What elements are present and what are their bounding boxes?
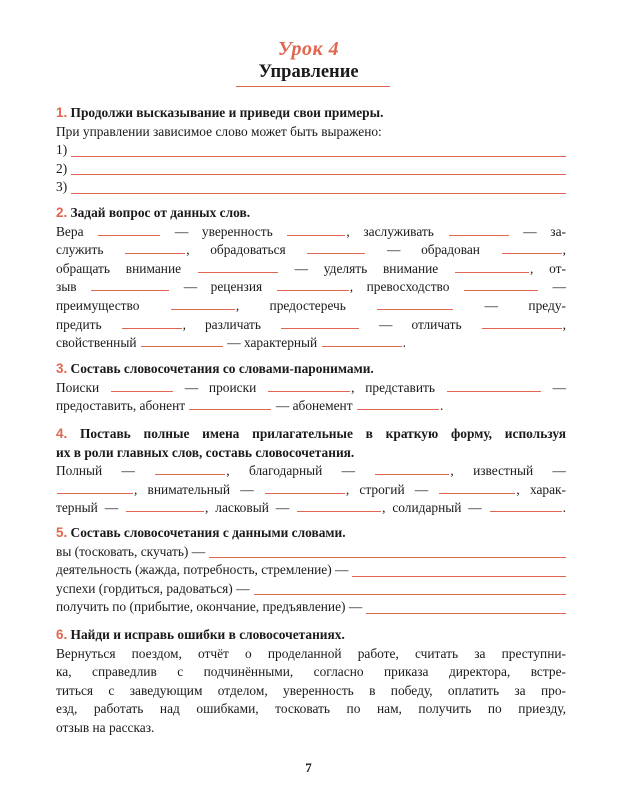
- word: Поиски: [56, 379, 100, 395]
- word: .: [562, 500, 566, 516]
- task-heading: Поставь полные имена прилагательные в краткую форму, используя: [79, 426, 566, 441]
- word: , известный: [450, 463, 534, 479]
- task-heading: Задай вопрос от данных слов.: [70, 205, 251, 220]
- answer-blank[interactable]: [189, 397, 271, 410]
- item-label: 2): [56, 160, 68, 176]
- task-heading: Составь словосочетания с данными словами.: [70, 525, 346, 540]
- answer-blank[interactable]: [490, 499, 562, 512]
- word: — рецензия: [183, 279, 263, 295]
- task-text-line: [56, 499, 566, 518]
- word: предоставить, абонент: [56, 398, 186, 414]
- task-heading: Найди и исправь ошибки в словосочетаниях.: [70, 627, 345, 642]
- task-text-line: [56, 316, 566, 335]
- answer-line-3[interactable]: [56, 178, 566, 197]
- answer-blank[interactable]: [254, 581, 567, 595]
- task-text-line: ка, справедлив с подчинёнными, согласно приказа директора, встре-: [56, 664, 566, 680]
- task-text-line: [56, 260, 566, 279]
- word: преимущество: [56, 297, 140, 313]
- word: , благодарный: [226, 463, 323, 479]
- word: , солидарный —: [382, 500, 482, 516]
- answer-blank[interactable]: [377, 297, 453, 310]
- word: , внимательный —: [134, 481, 254, 497]
- task-text-line: [56, 297, 566, 316]
- word: —: [552, 379, 566, 395]
- answer-blank[interactable]: [287, 223, 345, 236]
- task-text-line: [56, 278, 566, 297]
- page-title: Управление: [258, 62, 359, 82]
- answer-blank[interactable]: [171, 297, 235, 310]
- answer-blank[interactable]: [297, 499, 381, 512]
- item-label: 3): [56, 179, 68, 195]
- answer-blank[interactable]: [155, 462, 225, 475]
- word: , от-: [530, 260, 566, 276]
- answer-blank[interactable]: [126, 499, 204, 512]
- answer-blank[interactable]: [277, 278, 349, 291]
- word: — происки: [184, 379, 257, 395]
- word: вы (тосковать, скучать) —: [56, 543, 206, 559]
- word: .: [439, 398, 444, 414]
- word: — за-: [523, 223, 566, 239]
- word: свойственный: [56, 335, 137, 351]
- word: , обрадоваться: [186, 242, 286, 258]
- task-number: 2.: [56, 205, 68, 220]
- word: — абонемент: [275, 398, 353, 414]
- answer-blank[interactable]: [357, 397, 439, 410]
- task-5: [56, 524, 566, 617]
- word: зыв: [56, 279, 77, 295]
- word: деятельность (жажда, потребность, стремление) —: [56, 562, 349, 578]
- task-text-line: Вернуться поездом, отчёт о проделанной работе, считать за преступни-: [56, 645, 566, 661]
- task-4: [56, 425, 566, 518]
- word: .: [402, 335, 406, 351]
- word: ,: [562, 316, 566, 332]
- task-6: [56, 626, 566, 738]
- answer-blank[interactable]: [198, 260, 278, 273]
- word: —: [552, 463, 566, 479]
- word: получить по (прибытие, окончание, предъявление) —: [56, 599, 363, 615]
- answer-blank[interactable]: [125, 241, 185, 254]
- task-text: При управлении зависимое слово может быть выражено:: [56, 123, 382, 139]
- task-1: [56, 104, 566, 197]
- word: Вера: [56, 223, 84, 239]
- task-text-line: езд, работать над ошибками, тосковать по нам, получить по приезду,: [56, 701, 566, 717]
- task-text-line: [56, 462, 566, 481]
- task-number: 1.: [56, 105, 68, 120]
- word: предить: [56, 316, 102, 332]
- answer-blank[interactable]: [57, 481, 133, 494]
- word: — характерный: [227, 335, 318, 351]
- word: , харак-: [516, 481, 567, 497]
- answer-blank[interactable]: [71, 143, 566, 157]
- word: , строгий —: [345, 481, 429, 497]
- answer-blank[interactable]: [439, 481, 515, 494]
- task-heading-cont: их в роли главных слов, составь словосочетания.: [56, 444, 355, 460]
- lesson-number: Урок 4: [277, 38, 340, 60]
- word: , предостеречь: [235, 297, 346, 313]
- answer-blank[interactable]: [122, 316, 182, 329]
- word: успехи (гордиться, радоваться) —: [56, 580, 250, 596]
- word: — преду-: [484, 297, 567, 313]
- word: , представить: [351, 379, 436, 395]
- answer-blank[interactable]: [447, 379, 541, 392]
- answer-blank[interactable]: [455, 260, 529, 273]
- task-text-line: отзыв на рассказ.: [56, 719, 155, 735]
- task-text-line: титься с заведующим отделом, уверенность в победу, оплатить за про-: [56, 682, 566, 698]
- task-text-line: [56, 241, 566, 260]
- answer-blank[interactable]: [209, 544, 566, 558]
- task-number: 3.: [56, 361, 68, 376]
- word: , заслуживать: [346, 223, 434, 239]
- word: — уделять внимание: [294, 260, 439, 276]
- answer-row[interactable]: [56, 561, 566, 580]
- answer-blank[interactable]: [268, 379, 350, 392]
- word: , превосходство: [349, 279, 450, 295]
- task-text-line: [56, 223, 566, 242]
- word: терный —: [56, 500, 119, 516]
- item-label: 1): [56, 142, 68, 158]
- word: , различать: [182, 316, 262, 332]
- task-2: [56, 204, 566, 353]
- answer-row[interactable]: [56, 598, 566, 617]
- answer-line-1[interactable]: [56, 141, 566, 160]
- task-heading: Составь словосочетания со словами-паронимами.: [70, 361, 374, 376]
- word: — отличать: [379, 316, 462, 332]
- answer-blank[interactable]: [111, 379, 173, 392]
- answer-blank[interactable]: [71, 180, 566, 194]
- answer-blank[interactable]: [141, 334, 223, 347]
- word: —: [341, 463, 356, 479]
- word: ,: [562, 242, 567, 258]
- answer-blank[interactable]: [91, 278, 169, 291]
- answer-row[interactable]: [56, 580, 566, 599]
- answer-blank[interactable]: [322, 334, 402, 347]
- title-underline: [236, 86, 390, 87]
- word: — уверенность: [174, 223, 273, 239]
- task-number: 4.: [56, 426, 68, 441]
- answer-row[interactable]: [56, 543, 566, 562]
- word: служить: [56, 242, 104, 258]
- word: обращать внимание: [56, 260, 182, 276]
- answer-blank[interactable]: [71, 161, 566, 175]
- answer-blank[interactable]: [281, 316, 359, 329]
- word: —: [552, 279, 566, 295]
- task-number: 6.: [56, 627, 68, 642]
- word: —: [121, 463, 135, 479]
- answer-blank[interactable]: [352, 563, 566, 577]
- word: — обрадован: [387, 242, 480, 258]
- task-text-line: [56, 379, 566, 398]
- task-heading: Продолжи высказывание и приведи свои примеры.: [70, 105, 384, 120]
- word: , ласковый —: [205, 500, 290, 516]
- word: Полный: [56, 463, 103, 479]
- task-number: 5.: [56, 525, 68, 540]
- task-3: [56, 360, 566, 416]
- answer-blank[interactable]: [366, 600, 566, 614]
- answer-line-2[interactable]: [56, 160, 566, 179]
- answer-blank[interactable]: [265, 481, 345, 494]
- task-text-line: [56, 481, 566, 500]
- page-number: 7: [305, 760, 312, 775]
- answer-blank[interactable]: [464, 278, 538, 291]
- answer-blank[interactable]: [307, 241, 365, 254]
- answer-blank[interactable]: [482, 316, 562, 329]
- answer-blank[interactable]: [502, 241, 562, 254]
- answer-blank[interactable]: [449, 223, 509, 236]
- answer-blank[interactable]: [375, 462, 449, 475]
- answer-blank[interactable]: [98, 223, 160, 236]
